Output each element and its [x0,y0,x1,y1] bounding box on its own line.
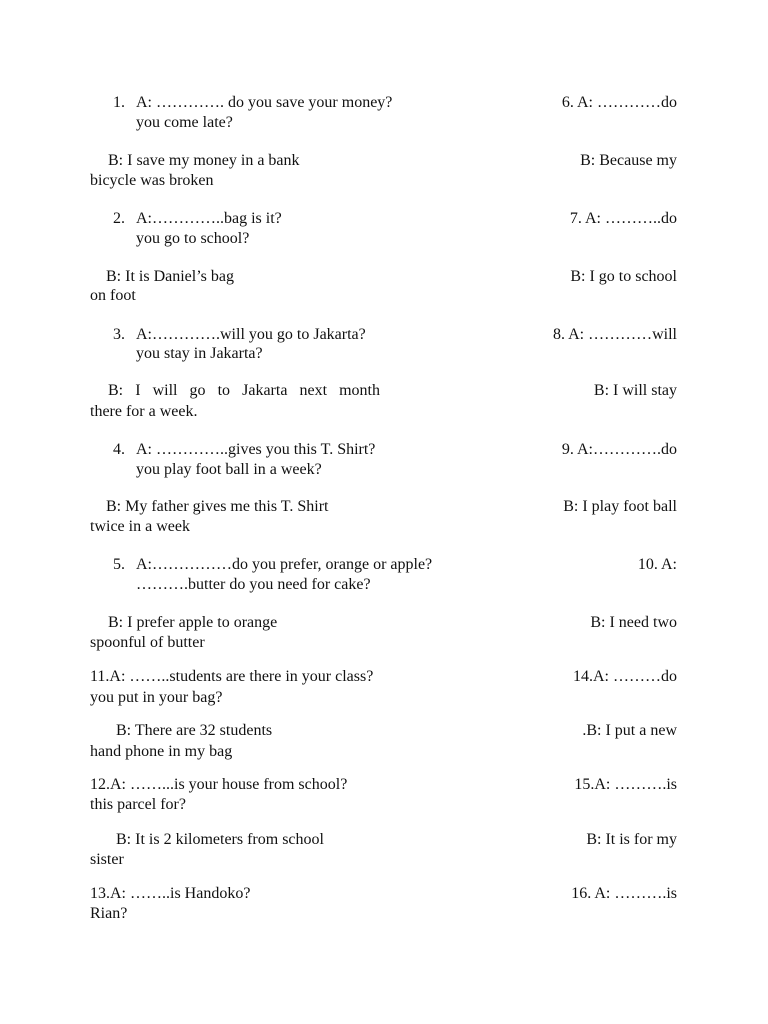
question-line-right: 10. A: [637,556,677,573]
question-line: A:……………do you prefer, orange or apple? [136,556,433,573]
question-line: 13.A: ……..is Handoko? [90,885,251,902]
answer-line-right: B: I will stay [593,382,677,399]
question-line-right: 16. A: ……….is [571,885,677,902]
continuation-line: you come late? [136,114,233,131]
answer-line-right: B: I go to school [570,268,677,285]
question-line-right: 6. A: …………do [561,94,677,111]
item-number: 5. [113,556,125,573]
continuation-line: ……….butter do you need for cake? [136,576,371,593]
answer-line: B: It is 2 kilometers from school [116,831,324,848]
item-number: 1. [113,94,125,111]
question-line: A:…………..bag is it? [136,210,282,227]
continuation-line: you go to school? [136,230,250,247]
continuation-line: on foot [90,287,136,304]
question-line-right: 8. A: …………will [552,326,677,343]
question-line-right: 7. A: ………..do [569,210,677,227]
item-number: 2. [113,210,125,227]
question-line-right: 14.A: ………do [573,668,677,685]
continuation-line: twice in a week [90,518,190,535]
continuation-line: hand phone in my bag [90,743,233,760]
item-number: 3. [113,326,125,343]
continuation-line: you put in your bag? [90,689,223,706]
question-line-right: 15.A: ……….is [574,776,677,793]
answer-line-right: .B: I put a new [582,722,677,739]
continuation-line: you play foot ball in a week? [136,461,322,478]
continuation-line: bicycle was broken [90,172,214,189]
continuation-line: there for a week. [90,403,198,420]
continuation-line: sister [90,851,124,868]
answer-line-right: B: I play foot ball [563,498,677,515]
question-line: 12.A: ……...is your house from school? [90,776,348,793]
answer-line-right: B: Because my [580,152,677,169]
answer-line: B: I save my money in a bank [108,152,300,169]
item-number: 4. [113,441,125,458]
answer-line-right: B: It is for my [586,831,677,848]
question-line: 11.A: ……..students are there in your class? [90,668,374,685]
continuation-line: you stay in Jakarta? [136,345,263,362]
answer-line: B: I will go to Jakarta next month [108,382,380,399]
answer-line: B: There are 32 students [116,722,273,739]
answer-line: B: It is Daniel’s bag [106,268,234,285]
answer-line-right: B: I need two [590,614,677,631]
question-line: A: …………. do you save your money? [136,94,393,111]
continuation-line: spoonful of butter [90,634,205,651]
continuation-line: Rian? [90,905,128,922]
question-line-right: 9. A:………….do [561,441,677,458]
question-line: A: …………..gives you this T. Shirt? [136,441,376,458]
question-line: A:………….will you go to Jakarta? [136,326,366,343]
answer-line: B: My father gives me this T. Shirt [106,498,329,515]
continuation-line: this parcel for? [90,796,186,813]
answer-line: B: I prefer apple to orange [108,614,278,631]
